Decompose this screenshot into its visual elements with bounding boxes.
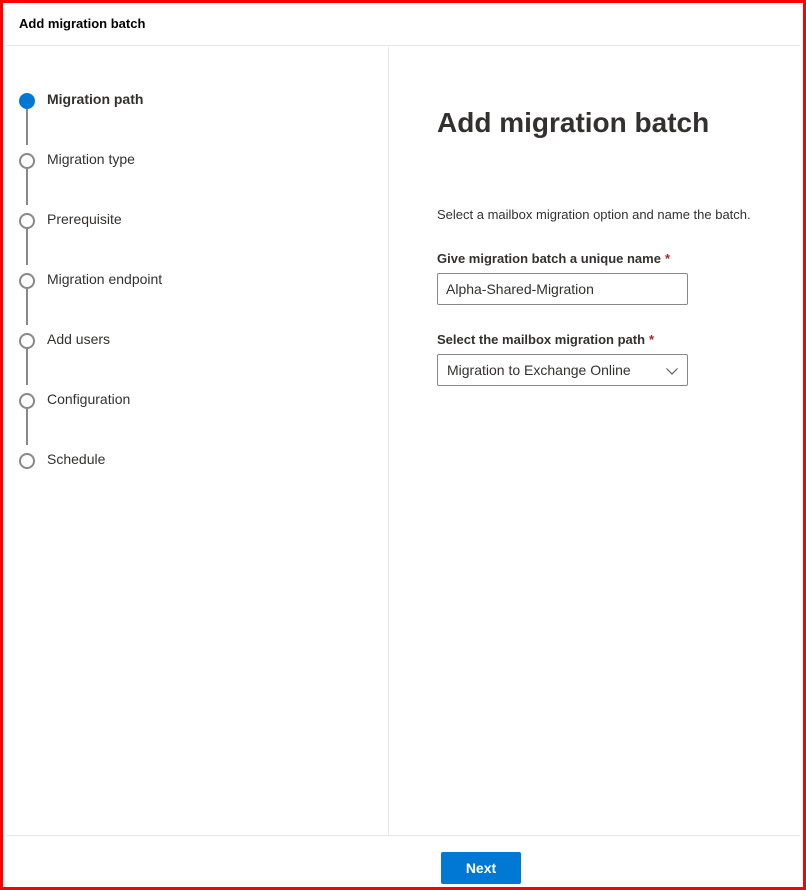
step-pending-icon — [19, 453, 35, 469]
page-title: Add migration batch — [437, 107, 710, 138]
batch-name-label-text: Give migration batch a unique name — [437, 251, 661, 266]
step-connector — [26, 229, 28, 265]
step-label: Migration endpoint — [47, 271, 163, 287]
step-connector — [26, 169, 28, 205]
step-label: Configuration — [47, 391, 131, 407]
panel-title: Add migration batch — [19, 16, 146, 31]
required-indicator: * — [649, 332, 655, 347]
step-connector — [26, 109, 28, 145]
step-pending-icon — [19, 213, 35, 229]
chevron-down-icon — [665, 364, 679, 378]
page-description: Select a mailbox migration option and name the batch. — [437, 207, 751, 222]
step-label: Schedule — [47, 451, 106, 467]
required-indicator: * — [664, 251, 670, 266]
step-label: Migration type — [47, 151, 135, 167]
next-button[interactable]: Next — [441, 852, 521, 884]
step-label: Migration path — [47, 91, 144, 107]
step-active-icon — [19, 93, 35, 109]
step-pending-icon — [19, 393, 35, 409]
batch-name-input[interactable] — [437, 273, 688, 305]
migration-path-label — [437, 332, 654, 347]
panel-header — [6, 6, 800, 46]
migration-path-dropdown[interactable] — [437, 354, 688, 386]
step-pending-icon — [19, 333, 35, 349]
panel-footer — [6, 835, 800, 890]
step-navigation — [6, 47, 389, 835]
step-label: Add users — [47, 331, 111, 347]
step-connector — [26, 349, 28, 385]
step-connector — [26, 289, 28, 325]
migration-path-label-text: Select the mailbox migration path — [437, 332, 646, 347]
step-label: Prerequisite — [47, 211, 122, 227]
step-pending-icon — [19, 273, 35, 289]
step-connector — [26, 409, 28, 445]
migration-path-selected: Migration to Exchange Online — [447, 362, 631, 378]
batch-name-label — [437, 251, 670, 266]
step-pending-icon — [19, 153, 35, 169]
